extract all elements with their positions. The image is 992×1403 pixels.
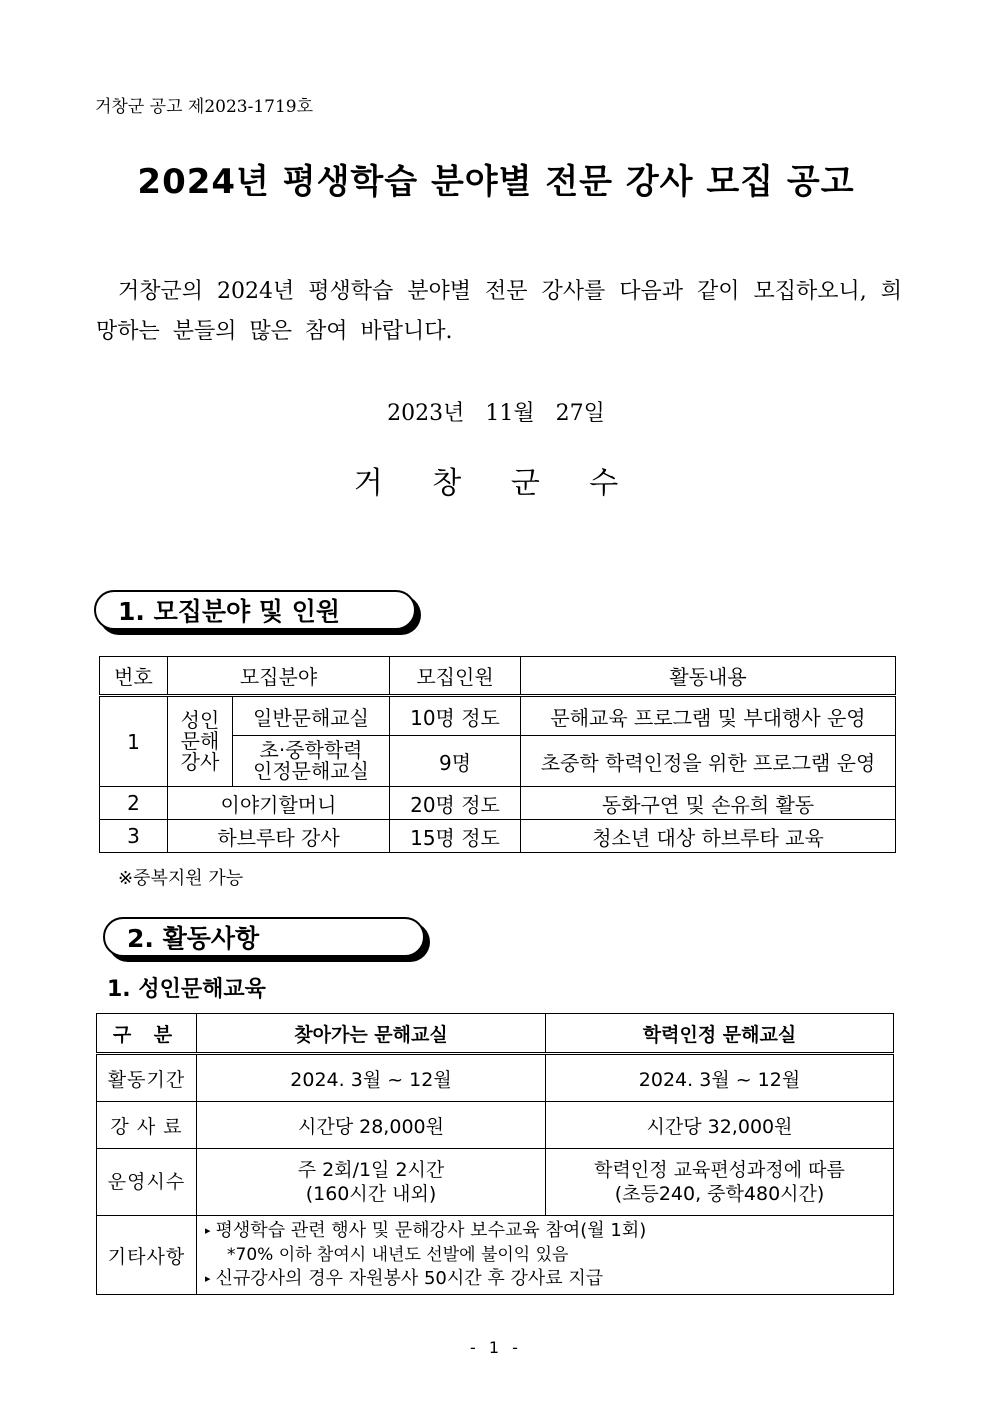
etc-item-text: 평생학습 관련 행사 및 문해강사 보수교육 참여(월 1회) [215, 1220, 647, 1241]
row-label: 활동기간 [97, 1054, 197, 1102]
group-label [168, 696, 233, 787]
accredited-cell [546, 1149, 894, 1216]
document-title: 2024년 평생학습 분야별 전문 강사 모집 공고 [137, 162, 855, 202]
page-number: - 1 - [470, 1338, 522, 1357]
row-label: 기타사항 [97, 1216, 197, 1295]
header-visiting: 찾아가는 문해교실 [197, 1014, 546, 1054]
visiting-cell: 2024. 3월 ~ 12월 [197, 1054, 546, 1102]
table-row [100, 787, 896, 820]
section2-title: 2. 활동사항 [127, 924, 260, 953]
header-count: 모집인원 [390, 657, 521, 696]
header-field: 모집분야 [168, 657, 390, 696]
section1-title: 1. 모집분야 및 인원 [118, 597, 341, 626]
header-no: 번호 [100, 657, 168, 696]
count-cell: 9명 [390, 736, 521, 787]
header-activity: 활동내용 [521, 657, 896, 696]
field-line: 초·중학학력 [259, 738, 363, 762]
table-row [100, 820, 896, 853]
group-label-line: 강사 [180, 750, 220, 774]
etc-item-text: 신규강사의 경우 자원봉사 50시간 후 강사료 지급 [215, 1268, 604, 1289]
activity-table [96, 1013, 894, 1295]
etc-subnote: *70% 이하 참여시 내년도 선발에 불이익 있음 [227, 1245, 569, 1265]
table-row [97, 1054, 894, 1102]
activity-cell: 동화구연 및 손유희 활동 [521, 787, 896, 820]
field-cell [233, 736, 390, 787]
etc-item [205, 1219, 893, 1243]
visiting-cell: 시간당 28,000원 [197, 1102, 546, 1149]
triangle-bullet-icon: ▸ [205, 1224, 211, 1237]
row-label: 강 사 료 [97, 1102, 197, 1149]
cell-line: 학력인정 교육편성과정에 따름 [594, 1159, 845, 1181]
subsection-title: 1. 성인문해교육 [107, 977, 266, 1002]
field-cell: 일반문해교실 [233, 696, 390, 736]
row-no: 2 [100, 787, 168, 820]
cell-line: 주 2회/1일 2시간 [297, 1159, 445, 1181]
activity-cell: 문해교육 프로그램 및 부대행사 운영 [521, 696, 896, 736]
count-cell: 15명 정도 [390, 820, 521, 853]
announcement-date: 2023년 11월 27일 [387, 401, 605, 426]
field-cell: 이야기할머니 [168, 787, 390, 820]
table-row [97, 1102, 894, 1149]
cell-line: (160시간 내외) [305, 1183, 437, 1205]
duplicate-note: ※중복지원 가능 [118, 868, 244, 889]
notice-number: 거창군 공고 제2023-1719호 [95, 97, 314, 117]
activity-cell: 청소년 대상 하브루타 교육 [521, 820, 896, 853]
activity-cell: 초중학 학력인정을 위한 프로그램 운영 [521, 736, 896, 787]
group-label-line: 성인 [180, 708, 220, 732]
etc-cell [197, 1216, 894, 1295]
accredited-cell: 시간당 32,000원 [546, 1102, 894, 1149]
table-row [100, 696, 896, 736]
row-label: 운영시수 [97, 1149, 197, 1216]
recruitment-table [99, 656, 896, 853]
row-no: 1 [100, 696, 168, 787]
section2-heading [103, 917, 425, 957]
visiting-cell [197, 1149, 546, 1216]
count-cell: 10명 정도 [390, 696, 521, 736]
table-row [97, 1149, 894, 1216]
row-no: 3 [100, 820, 168, 853]
intro-paragraph: 거창군의 2024년 평생학습 분야별 전문 강사를 다음과 같이 모집하오니, 희망하는 분들의 많은 참여 바랍니다. [96, 279, 902, 344]
table-row [97, 1216, 894, 1295]
issuer-name: 거 창 군 수 [353, 466, 639, 501]
accredited-cell: 2024. 3월 ~ 12월 [546, 1054, 894, 1102]
count-cell: 20명 정도 [390, 787, 521, 820]
etc-item [205, 1267, 893, 1291]
field-cell: 하브루타 강사 [168, 820, 390, 853]
cell-line: (초등240, 중학480시간) [614, 1183, 825, 1205]
triangle-bullet-icon: ▸ [205, 1272, 211, 1285]
group-label-line: 문해 [180, 729, 220, 753]
header-category: 구 분 [97, 1014, 197, 1054]
header-accredited: 학력인정 문해교실 [546, 1014, 894, 1054]
field-line: 인정문해교실 [253, 759, 369, 783]
section1-heading [94, 590, 416, 630]
